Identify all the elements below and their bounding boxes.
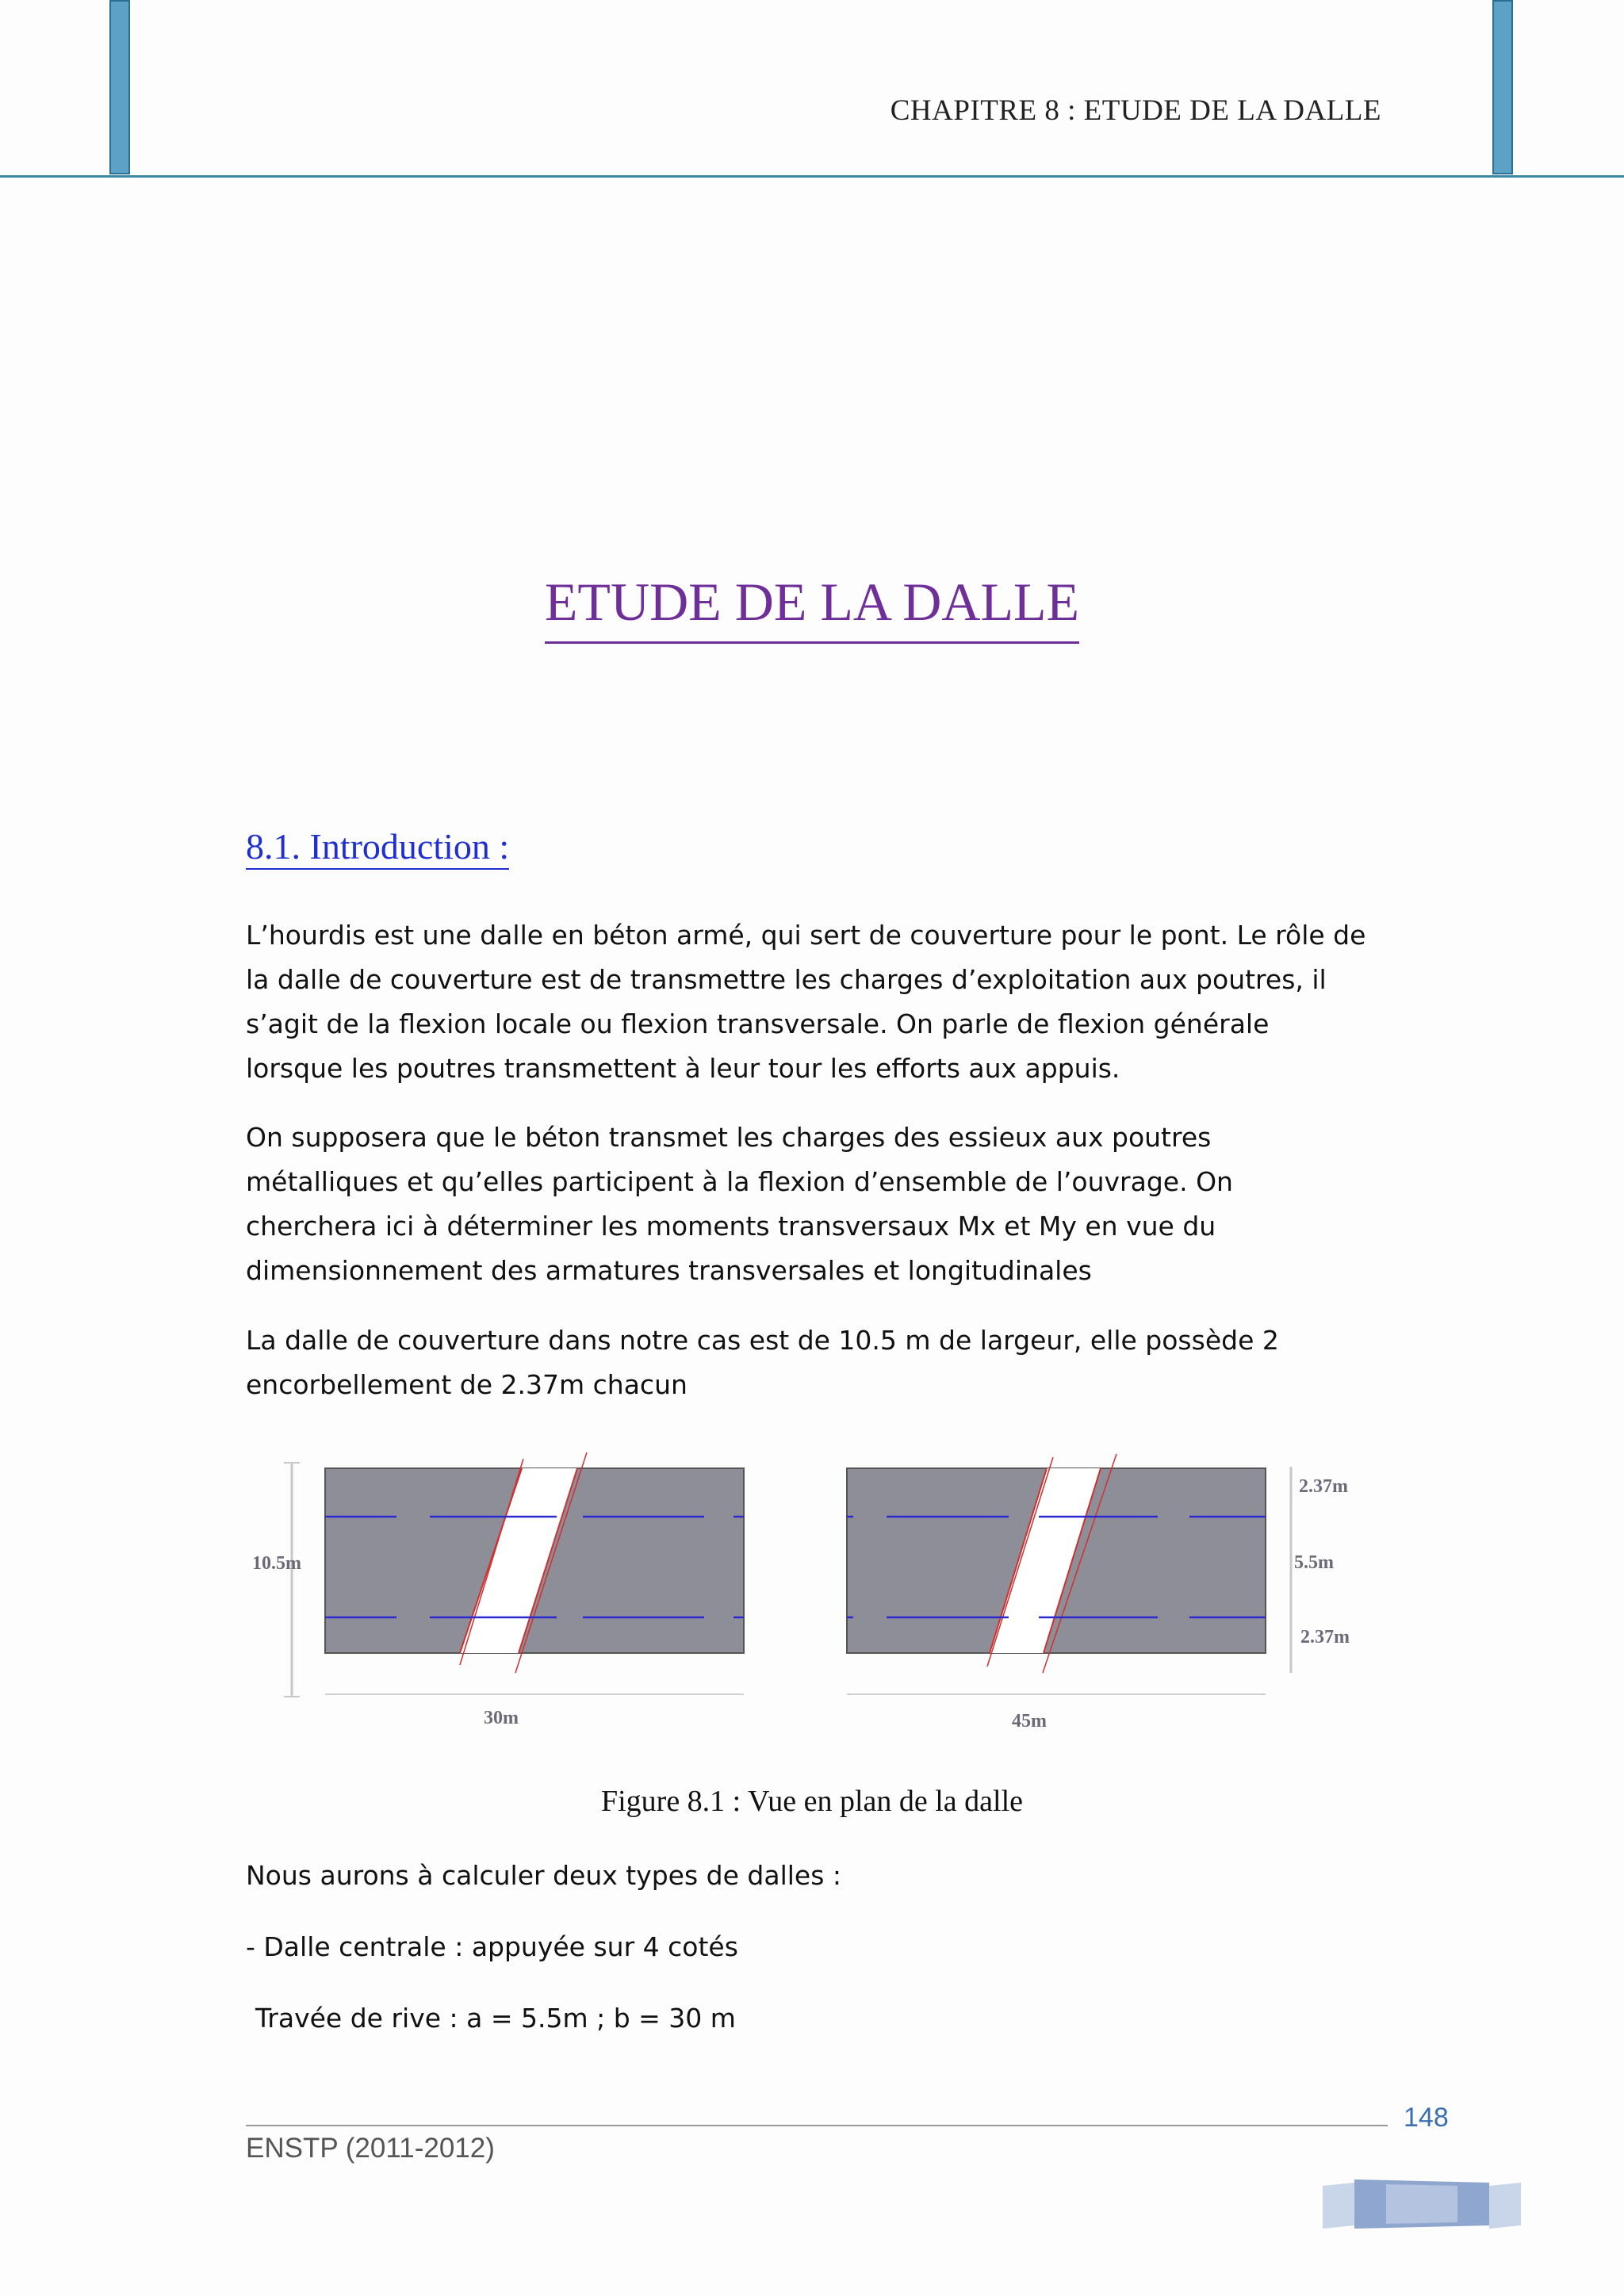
running-head: CHAPITRE 8 : ETUDE DE LA DALLE (890, 94, 1381, 127)
left-length-label: 30m (484, 1708, 519, 1728)
right-mid-label: 5.5m (1294, 1552, 1334, 1573)
right-top-label: 2.37m (1299, 1476, 1348, 1497)
right-length-label: 45m (1012, 1711, 1047, 1732)
footer-rule (246, 2125, 1388, 2126)
footer-ribbon-decoration (1323, 2176, 1521, 2233)
paragraph-1: L’hourdis est une dalle en béton armé, qui sert de couverture pour le pont. Le rôle de la dalle de couverture est de transmettre les charges d’exploitation aux poutres, il s’agit de la flexion locale ou flexion transversale. On parle de flexion générale lorsque les poutres transmettent à leur tour les efforts aux appuis. (246, 920, 1366, 1084)
paragraph-5: - Dalle centrale : appuyée sur 4 cotés (246, 1931, 738, 1962)
header-side-bar-left (109, 0, 130, 174)
section-heading: 8.1. Introduction : (246, 825, 509, 870)
footer-institution: ENSTP (2011-2012) (246, 2133, 495, 2164)
paragraph-6: Travée de rive : a = 5.5m ; b = 30 m (255, 2003, 736, 2034)
slab-plan-figure (246, 1443, 1388, 1752)
right-bottom-label: 2.37m (1300, 1627, 1350, 1647)
paragraph-2: On supposera que le béton transmet les charges des essieux aux poutres métalliques et qu’elles participent à la flexion d’ensemble de l’ouvrage. On cherchera ici à déterminer les moments transversaux Mx et My en vue du dimensionnement des armatures transversales et longitudinales (246, 1122, 1233, 1286)
paragraph-3: La dalle de couverture dans notre cas est de 10.5 m de largeur, elle possède 2 encorbellement de 2.37m chacun (246, 1325, 1279, 1400)
header-rule (0, 175, 1624, 178)
left-height-label: 10.5m (252, 1553, 301, 1574)
chapter-title-text: ETUDE DE LA DALLE (545, 571, 1079, 644)
chapter-title (0, 571, 1624, 644)
header-side-bar-right (1492, 0, 1513, 174)
paragraph-4: Nous aurons à calculer deux types de dalles : (246, 1860, 842, 1891)
page-number: 148 (1404, 2103, 1449, 2133)
figure-caption: Figure 8.1 : Vue en plan de la dalle (600, 1785, 1024, 1818)
